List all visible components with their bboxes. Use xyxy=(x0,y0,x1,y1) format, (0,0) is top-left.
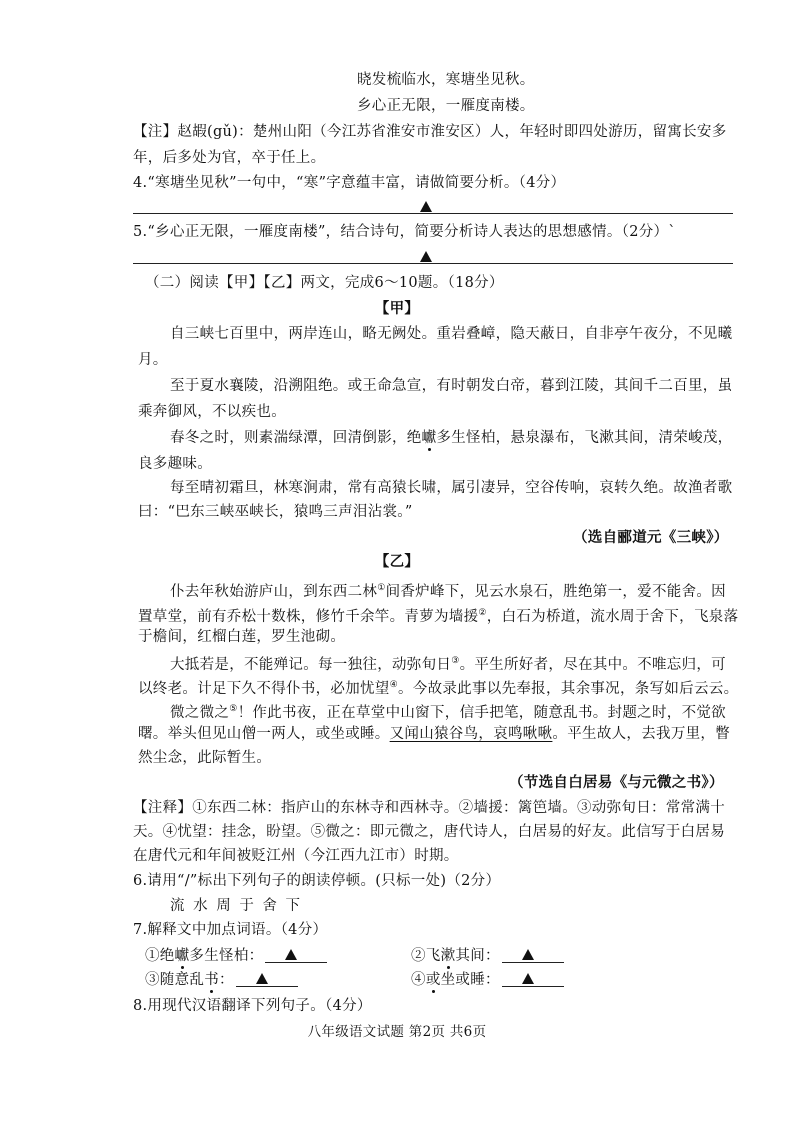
answer-line[interactable] xyxy=(133,263,733,264)
answer-blank[interactable] xyxy=(502,946,564,963)
question-6: 6.请用“/”标出下列句子的朗读停顿。(只标一处)（2分） xyxy=(133,873,501,889)
question-7: 7.解释文中加点词语。（4分） xyxy=(133,922,328,938)
underlined-sentence: 又闻山猿谷鸟，哀鸣啾啾 xyxy=(389,726,553,742)
answer-marker-triangle xyxy=(522,973,534,984)
question-4: 4.“寒塘坐见秋”一句中，“寒”字意蕴丰富，请做简要分析。（4分） xyxy=(133,175,566,191)
answer-marker-triangle xyxy=(256,973,268,984)
poem-note-line-1: 【注】赵嘏(gǔ)：楚州山阳（今江苏省淮安市淮安区）人，年轻时即四处游历，留寓长安多 xyxy=(133,124,727,140)
answer-blank[interactable] xyxy=(502,970,564,987)
answer-marker-triangle xyxy=(285,949,297,960)
passage-jia-p4: 每至晴初霜旦，林寒涧肃，常有高猿长啸，属引凄异，空谷传响，哀转久绝。故渔者歌 xyxy=(170,480,733,496)
question-5: 5.“乡心正无限，一雁度南楼”，结合诗句，简要分析诗人表达的思想感情。（2分）` xyxy=(133,224,676,240)
passage-jia-p3: 春冬之时，则素湍绿潭，回清倒影，绝巘多生怪柏，悬泉瀑布，飞漱其间，清荣峻茂， xyxy=(170,430,733,446)
section-2-heading: （二）阅读【甲】【乙】两文，完成6～10题。（18分） xyxy=(145,275,504,291)
passage-jia-source: （选自郦道元《三峡》） xyxy=(573,529,729,546)
passage-yi-p3: 微之微之⑤！作此书夜，正在草堂中山窗下，信手把笔，随意乱书。封题之时，不觉欲 xyxy=(170,704,726,721)
answer-blank[interactable] xyxy=(236,970,298,987)
answer-marker-triangle xyxy=(522,949,534,960)
poem-line-2: 乡心正无限，一雁度南楼。 xyxy=(357,98,535,114)
passage-yi-p3-cont2: 然尘念，此际暂生。 xyxy=(138,750,272,766)
question-7-item-4: ④或坐或睡： xyxy=(411,970,564,990)
page-footer: 八年级语文试题 第2页 共6页 xyxy=(307,1024,487,1040)
question-8: 8.用现代汉语翻译下列句子。（4分） xyxy=(133,998,372,1014)
passage-yi-p2-cont: 以终老。计足下久不得仆书，必加忧望④。今故录此事以先奉报，其余事况，条写如后云云。 xyxy=(138,680,739,697)
passage-yi-p1-cont2: 于檐间，红榴白莲，罗生池砌。 xyxy=(138,629,346,645)
answer-marker-triangle xyxy=(420,201,432,212)
question-7-item-1: ①绝巘多生怪柏： xyxy=(145,946,327,966)
passage-yi-source: （节选自白居易《与元微之书》） xyxy=(509,774,724,791)
answer-blank[interactable] xyxy=(265,946,327,963)
poem-line-1: 晓发梳临水，寒塘坐见秋。 xyxy=(357,72,535,88)
passage-jia-p3-cont: 良多趣味。 xyxy=(138,456,212,472)
passage-yi-p1: 仆去年秋始游庐山，到东西二林①间香炉峰下，见云水泉石，胜绝第一，爱不能舍。因 xyxy=(170,583,726,600)
passage-jia-p2: 至于夏水襄陵，沿溯阻绝。或王命急宣，有时朝发白帝，暮到江陵，其间千二百里，虽 xyxy=(170,378,733,394)
answer-marker-triangle xyxy=(420,251,432,262)
question-7-item-2: ②飞漱其间： xyxy=(411,946,564,966)
poem-note-line-2: 年，后多处为官，卒于任上。 xyxy=(133,150,326,166)
answer-line[interactable] xyxy=(133,213,733,214)
question-6-sentence[interactable]: 流 水 周 于 舍 下 xyxy=(170,898,303,914)
passage-yi-title: 【乙】 xyxy=(374,553,420,570)
passage-jia-p1: 自三峡七百里中，两岸连山，略无阙处。重岩叠嶂，隐天蔽日，自非亭午夜分，不见曦 xyxy=(170,326,733,342)
passage-jia-title: 【甲】 xyxy=(374,300,420,317)
passage-jia-p4-cont: 曰：“巴东三峡巫峡长，猿鸣三声泪沾裳。” xyxy=(138,504,413,520)
passage-yi-p2: 大抵若是，不能殚记。每一独往，动弥旬日③。平生所好者，尽在其中。不唯忘归，可 xyxy=(170,656,726,673)
passage-yi-p3-cont: 曙。举头但见山僧一两人，或坐或睡。又闻山猿谷鸟，哀鸣啾啾。平生故人，去我万里，瞥 xyxy=(138,726,731,742)
annotation-line-1: 【注释】①东西二林：指庐山的东林寺和西林寺。②墙援：篱笆墙。③动弥旬日：常常满十 xyxy=(133,800,725,816)
annotation-line-3: 在唐代元和年间被贬江州（今江西九江市）时期。 xyxy=(133,848,459,864)
passage-jia-p1-cont: 月。 xyxy=(138,352,168,368)
passage-jia-p2-cont: 乘奔御风，不以疾也。 xyxy=(138,404,286,420)
question-7-item-3: ③随意乱书： xyxy=(145,970,298,990)
passage-yi-p1-cont: 置草堂，前有乔松十数株，修竹千余竿。青萝为墙援②，白石为桥道，流水周于舍下，飞泉落 xyxy=(138,608,739,625)
annotation-line-2: 天。④忧望：挂念，盼望。⑤微之：即元微之，唐代诗人，白居易的好友。此信写于白居易 xyxy=(133,824,725,840)
